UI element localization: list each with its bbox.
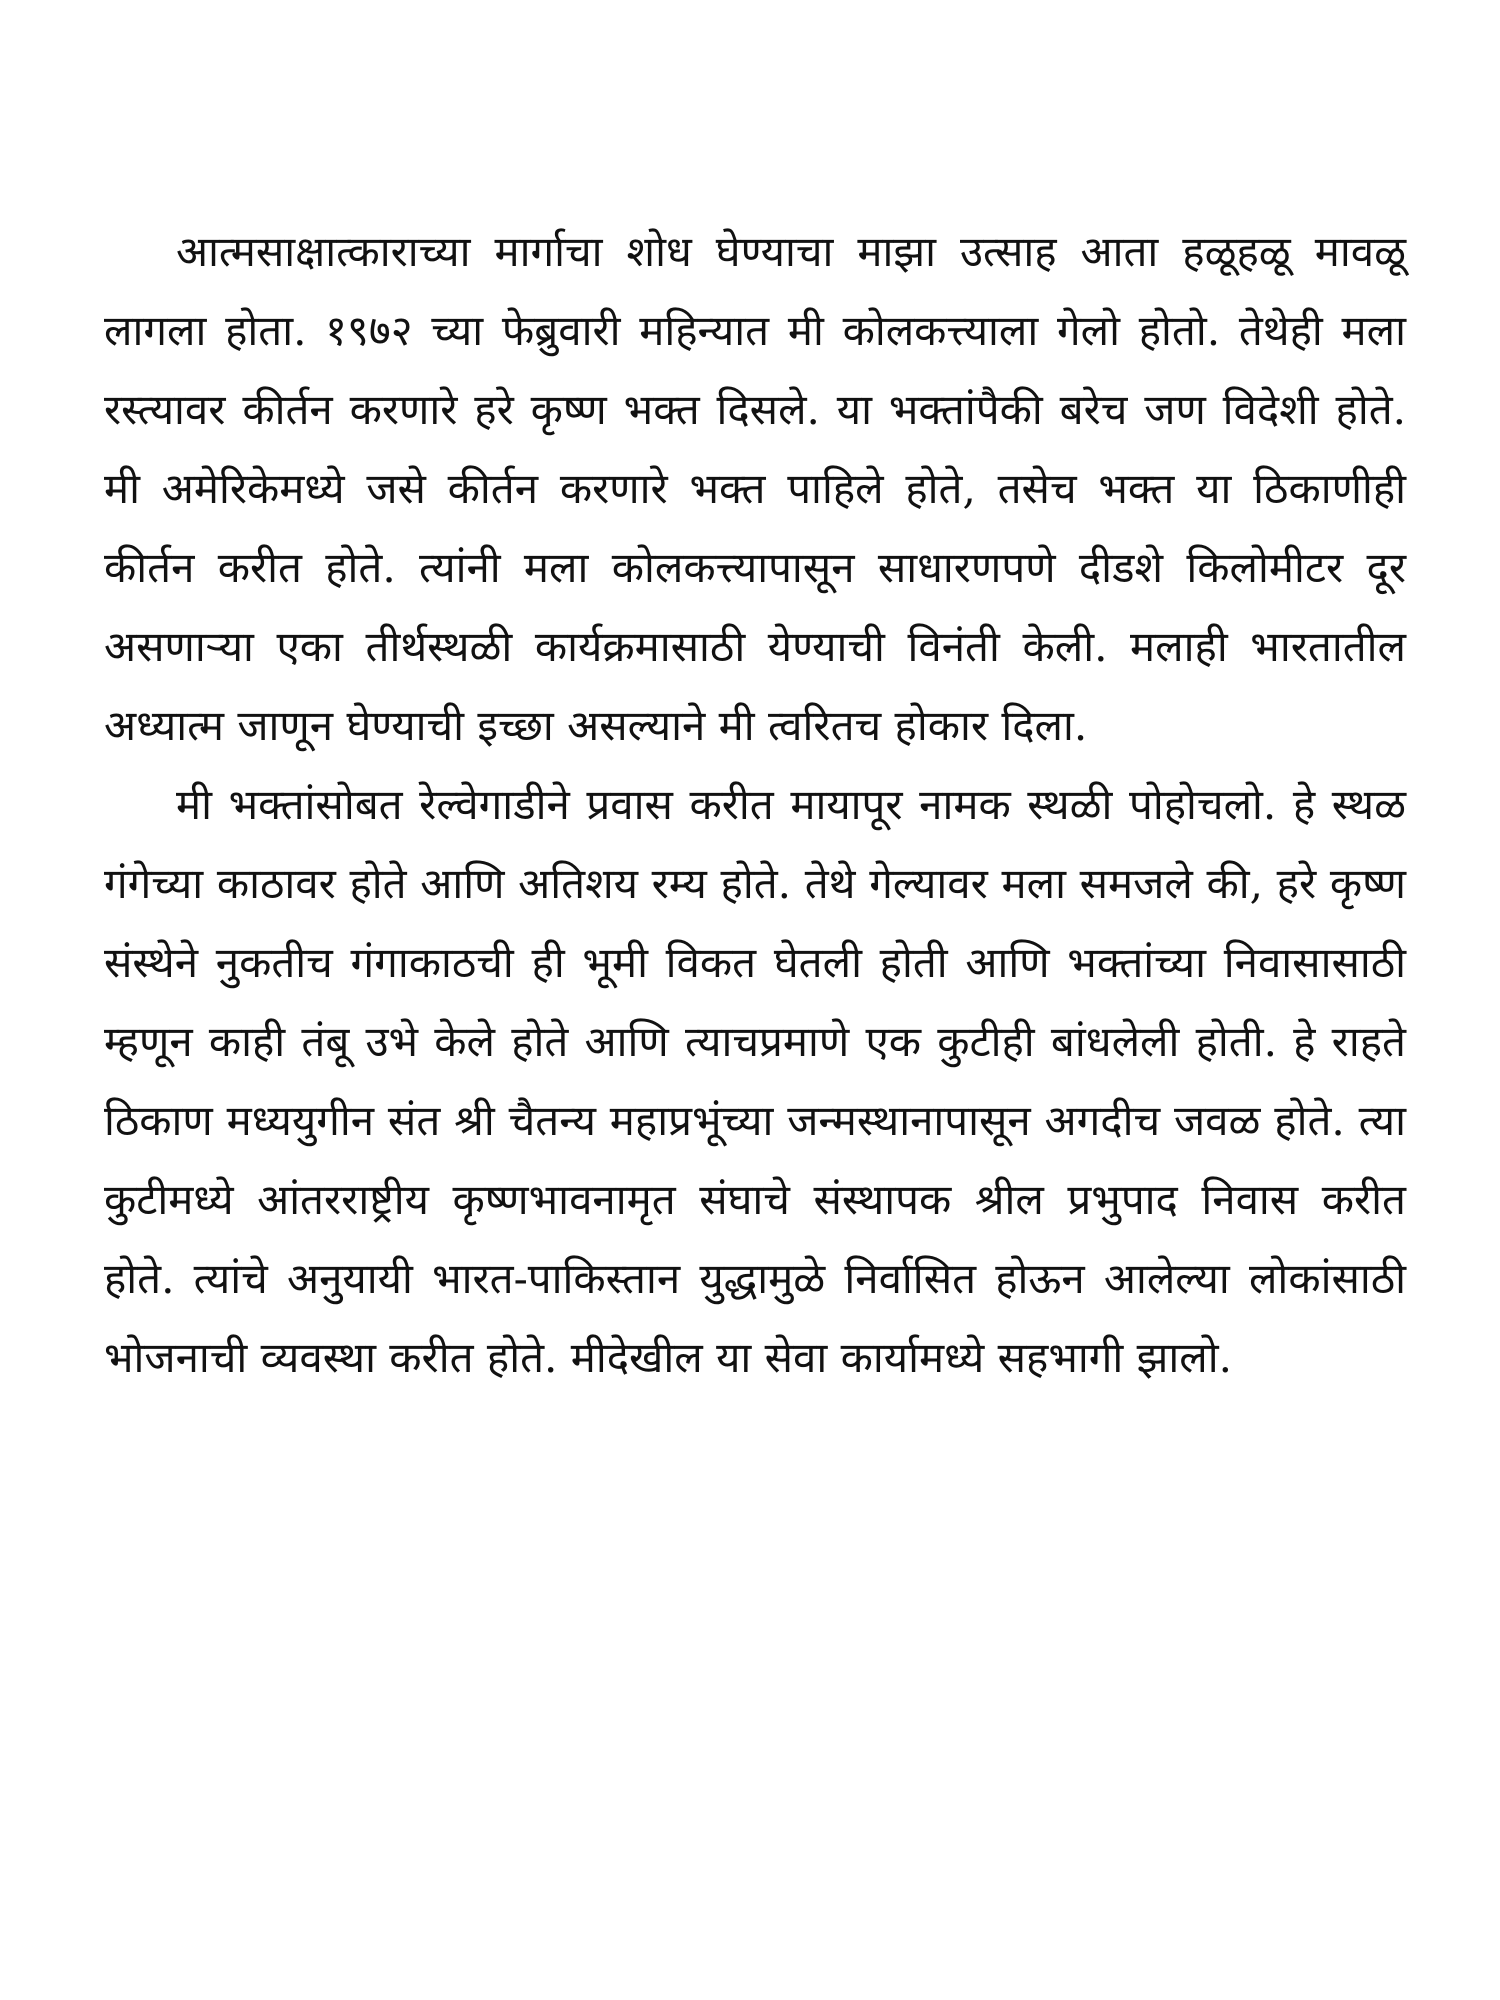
paragraph-2: मी भक्तांसोबत रेल्वेगाडीने प्रवास करीत मायापूर नामक स्थळी पोहोचलो. हे स्थळ गंगेच्या काठावर होते आणि अतिशय रम्य होते. तेथे गेल्यावर मला समजले की, हरे कृष्ण संस्थेने नुकतीच गंगाकाठची ही भूमी विकत घेतली होती आणि भक्तांच्या निवासासाठी म्हणून काही तंबू उभे केले होते आणि त्याचप्रमाणे एक कुटीही बांधलेली होती. हे राहते ठिकाण मध्ययुगीन संत श्री चैतन्य महाप्रभूंच्या जन्मस्थानापासून अगदीच जवळ होते. त्या कुटीमध्ये आंतरराष्ट्रीय कृष्णभावनामृत संघाचे संस्थापक श्रील प्रभुपाद निवास करीत होते. त्यांचे अनुयायी भारत-पाकिस्तान युद्धामुळे निर्वासित होऊन आलेल्या लोकांसाठी भोजनाची व्यवस्था करीत होते. मीदेखील या सेवा कार्यामध्ये सहभागी झालो. <box>104 780 1406 1382</box>
paragraph-1: आत्मसाक्षात्काराच्या मार्गाचा शोध घेण्याचा माझा उत्साह आता हळूहळू मावळू लागला होता. १९७२ च्या फेब्रुवारी महिन्यात मी कोलकत्त्याला गेलो होतो. तेथेही मला रस्त्यावर कीर्तन करणारे हरे कृष्ण भक्त दिसले. या भक्तांपैकी बरेच जण विदेशी होते. मी अमेरिकेमध्ये जसे कीर्तन करणारे भक्त पाहिले होते, तसेच भक्त या ठिकाणीही कीर्तन करीत होते. त्यांनी मला कोलकत्त्यापासून साधारणपणे दीडशे किलोमीटर दूर असणाऱ्या एका तीर्थस्थळी कार्यक्रमासाठी येण्याची विनंती केली. मलाही भारतातील अध्यात्म जाणून घेण्याची इच्छा असल्याने मी त्वरितच होकार दिला. <box>104 227 1406 750</box>
body-text <box>104 212 1406 1397</box>
